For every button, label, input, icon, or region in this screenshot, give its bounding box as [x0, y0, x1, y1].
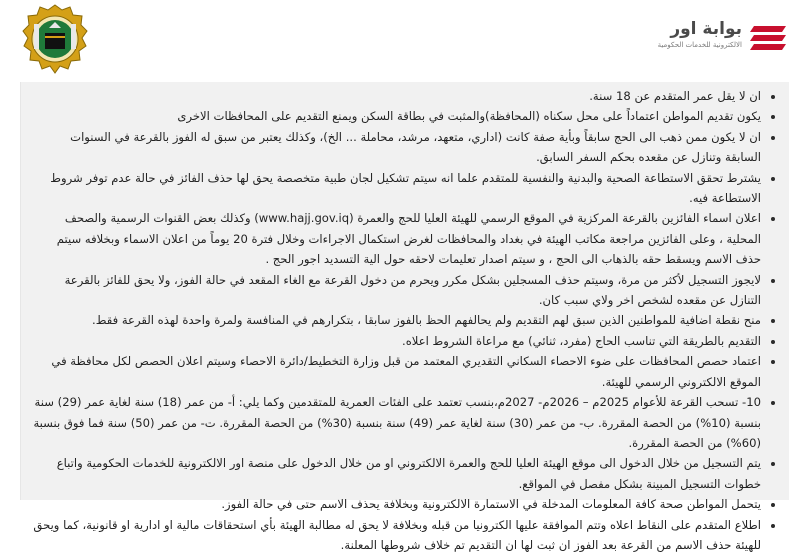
condition-item: • يتم التسجيل من خلال الدخول الى موقع الهيئة العليا للحج والعمرة الالكتروني او من خلال الدخول على منصة اور الالكترونية للخدمات الحكومية واتباع خطوات التسجيل المبينة بشكل مفصل في المواقع.: [31, 453, 761, 494]
condition-item: • ان لا يقل عمر المتقدم عن 18 سنة.: [31, 86, 761, 106]
red-stripes-logo-icon: [748, 24, 788, 52]
condition-item: • اطلاع المتقدم على النقاط اعلاه وتتم الموافقة عليها الكترونيا من قبله وبخلافة لا يحق له مطالبة الهيئة بأي استحقاقات مالية او ادارية او قانونية، كما ويحق للهيئة حذف الاسم من القرعة بعد الفوز ان ثبت لها ان التقديم تم خلاف شروطها المعلنة.: [31, 515, 761, 555]
condition-item: • يكون تقديم المواطن اعتماداً على محل سكناه (المحافظة)والمثبت في بطاقة السكن ويمنع التقديم على المحافظات الاخرى: [31, 106, 761, 126]
condition-item: • 10- تسحب القرعة للأعوام 2025م – 2026م- 2027م،بنسب تعتمد على الفئات العمرية للمتقدمين وكما يلي: أ- من عمر (18) سنة لغاية عمر (29) سنة بنسبة (10%) من الحصة المقررة. ب- من عمر (30) سنة لغاية عمر (49) سنة بنسبة (30%) من الحصة المقررة. ت- من عمر (50) سنة فما فوق بنسبة (60%) من الحصة المقررة.: [31, 392, 761, 453]
brand-name: بوابة اور: [670, 19, 742, 39]
condition-item: • اعلان اسماء الفائزين بالقرعة المركزية في الموقع الرسمي للهيئة العليا للحج والعمرة (www.hajj.gov.iq) وكذلك بعض القنوات الرسمية والصحف المحلية ، وعلى الفائزين مراجعة مكاتب الهيئة في بغداد والمحافظات لغرض استكمال الاجراءات وخلال فترة 20 يوماً من اعلان الاسماء وبخلافه سيتم حذف الاسم ويسقط حقه بالذهاب الى الحج ، و سيتم اصدار تعليمات لاحقه حول الية التسديد اجور الحج .: [31, 208, 761, 269]
ur-portal-brand[interactable]: [648, 14, 788, 64]
hajj-registration-conditions: [20, 82, 789, 552]
condition-item: • التقديم بالطريقة التي تناسب الحاج (مفرد، ثنائي) مع مراعاة الشروط اعلاه.: [31, 331, 761, 351]
condition-item: • لايجوز التسجيل لأكثر من مرة، وسيتم حذف المسجلين بشكل مكرر ويحرم من دخول القرعة مع الغاء المقعد في حالة الفوز، ولا يحق للفائز بالقرعة التنازل عن مقعده لشخص اخر ولاي سبب كان.: [31, 270, 761, 311]
condition-item: • يتحمل المواطن صحة كافة المعلومات المدخلة في الاستمارة الالكترونية وبخلافة يحذف الاسم حتى في حالة الفوز.: [31, 494, 761, 514]
brand-subtitle: الالكترونية للخدمات الحكومية: [657, 41, 742, 49]
site-header: [0, 0, 800, 80]
condition-item: • منح نقطة اضافية للمواطنين الذين سبق لهم التقديم ولم يحالفهم الحظ بالفوز سابقا ، بتكرارهم في المنافسة ولمرة واحدة لهذه القرعة فقط.: [31, 310, 761, 330]
condition-item: • ان لا يكون ممن ذهب الى الحج سابقاً وبأية صفة كانت (اداري، متعهد، مرشد، محاملة ... الخ)، وكذلك يعتبر من سبق له الفوز بالقرعة في السنوات السابقة وتنازل عن مقعده بحكم السفر السابق.: [31, 127, 761, 168]
condition-item: • يشترط تحقق الاستطاعة الصحية والبدنية والنفسية للمتقدم علما انه سيتم تشكيل لجان طبية متخصصة يحق لها حذف الفائز في حالة عدم توفر شروط الاستطاعة فيه.: [31, 168, 761, 209]
condition-item: • اعتماد حصص المحافظات على ضوء الاحصاء السكاني التقديري المعتمد من قبل وزارة التخطيط/دائرة الاحصاء وسيتم اعلان الحصص لكل محافظة في الموقع الالكتروني الرسمي للهيئة.: [31, 351, 761, 392]
conditions-list: [21, 82, 789, 555]
hajj-kaaba-seal-icon[interactable]: [22, 4, 88, 74]
